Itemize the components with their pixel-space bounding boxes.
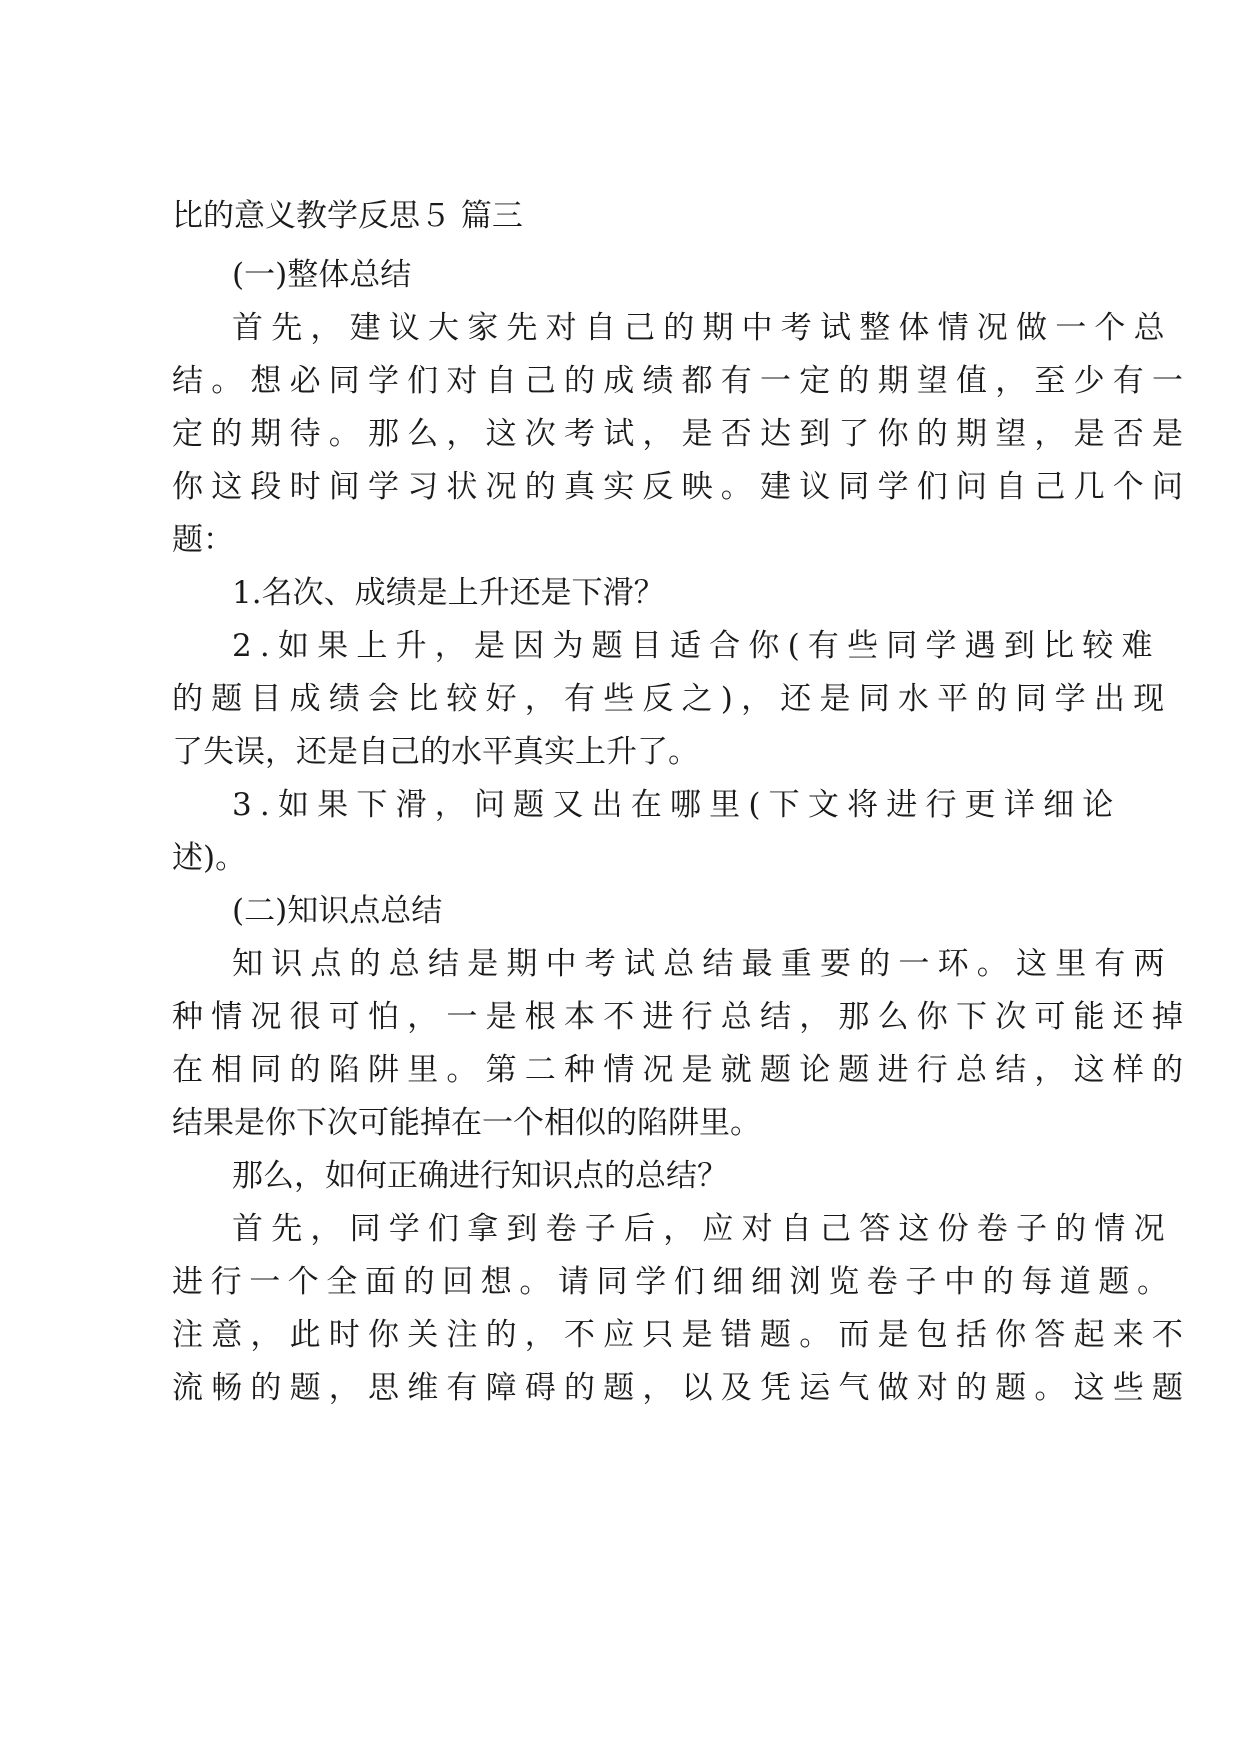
paragraph-line: 首先，同学们拿到卷子后，应对自己答这份卷子的情况 bbox=[232, 1211, 1173, 1247]
paragraph-line: 在相同的陷阱里。第二种情况是就题论题进行总结，这样的 bbox=[172, 1052, 1192, 1088]
paragraph-line: 了失误，还是自己的水平真实上升了。 bbox=[172, 734, 699, 770]
paragraph-line: 题： bbox=[172, 522, 234, 558]
paragraph-line: 知识点的总结是期中考试总结最重要的一环。这里有两 bbox=[232, 946, 1173, 982]
paragraph-line: 结。想必同学们对自己的成绩都有一定的期望值，至少有一 bbox=[172, 363, 1192, 399]
paragraph-line: 述)。 bbox=[172, 840, 247, 876]
paragraph-line: 的题目成绩会比较好，有些反之)，还是同水平的同学出现 bbox=[172, 681, 1173, 717]
section-heading-knowledge-summary: (二)知识点总结 bbox=[232, 893, 443, 929]
list-item-2: 2.如果上升，是因为题目适合你(有些同学遇到比较难 bbox=[232, 628, 1161, 664]
list-item-3: 3.如果下滑，问题又出在哪里(下文将进行更详细论 bbox=[232, 787, 1122, 823]
paragraph-line: 进行一个全面的回想。请同学们细细浏览卷子中的每道题。 bbox=[172, 1264, 1176, 1300]
document-title: 比的意义教学反思５ 篇三 bbox=[172, 198, 523, 234]
paragraph-line: 定的期待。那么，这次考试，是否达到了你的期望，是否是 bbox=[172, 416, 1192, 452]
paragraph-line: 你这段时间学习状况的真实反映。建议同学们问自己几个问 bbox=[172, 469, 1192, 505]
paragraph-line: 首先，建议大家先对自己的期中考试整体情况做一个总 bbox=[232, 310, 1173, 346]
paragraph-line: 流畅的题，思维有障碍的题，以及凭运气做对的题。这些题 bbox=[172, 1370, 1192, 1406]
paragraph-line: 那么，如何正确进行知识点的总结？ bbox=[232, 1158, 728, 1194]
paragraph-line: 种情况很可怕，一是根本不进行总结，那么你下次可能还掉 bbox=[172, 999, 1192, 1035]
paragraph-line: 注意，此时你关注的，不应只是错题。而是包括你答起来不 bbox=[172, 1317, 1192, 1353]
section-heading-overall-summary: (一)整体总结 bbox=[232, 257, 412, 293]
list-item-1: 1.名次、成绩是上升还是下滑？ bbox=[232, 575, 665, 611]
paragraph-line: 结果是你下次可能掉在一个相似的陷阱里。 bbox=[172, 1105, 761, 1141]
